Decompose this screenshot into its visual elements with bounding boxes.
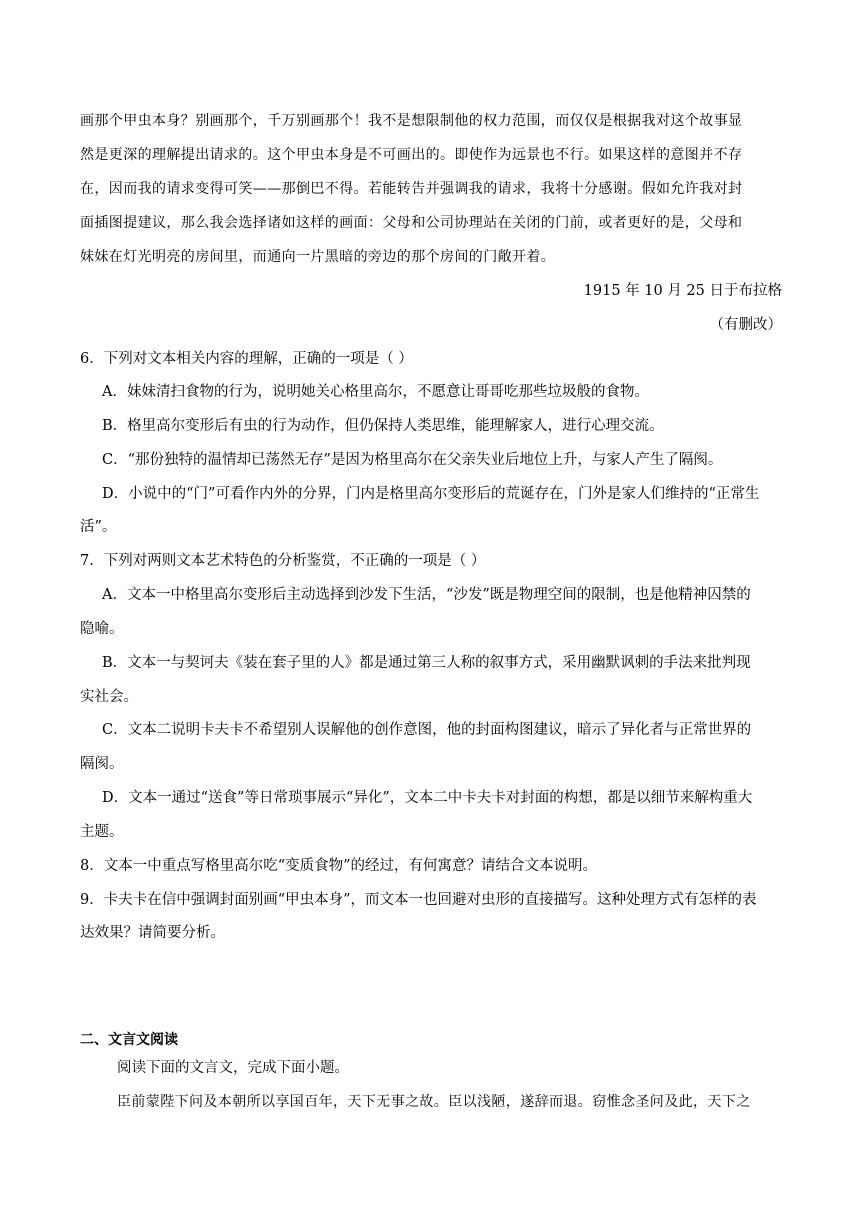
question-7-option-b-line-2: 实社会。 xyxy=(80,689,138,705)
question-7-option-d-line-1: D．文本一通过“送食”等日常琐事展示“异化”，文本二中卡夫卡对封面的构想，都是以细节来解构重大 xyxy=(102,790,753,806)
question-6-option-c: C．“那份独特的温情却已荡然无存”是因为格里高尔在父亲失业后地位上升，与家人产生了隔阂。 xyxy=(102,452,723,468)
question-6-option-d-line-2: 活”。 xyxy=(80,519,117,535)
question-6-stem: 6．下列对文本相关内容的理解，正确的一项是（ ） xyxy=(80,351,413,367)
section-heading: 二、文言文阅读 xyxy=(80,1032,178,1048)
question-9-line-1: 9．卡夫卡在信中强调封面别画“甲虫本身”，而文本一也回避对虫形的直接描写。这种处理方式有怎样的表 xyxy=(80,892,757,908)
letter-line-5: 妹妹在灯光明亮的房间里，而通向一片黑暗的旁边的那个房间的门敞开着。 xyxy=(80,249,556,265)
question-7-option-a-line-2: 隐喻。 xyxy=(80,621,124,637)
question-6-option-d-line-1: D．小说中的“门”可看作内外的分界，门内是格里高尔变形后的荒诞存在，门外是家人们维持的“正常生 xyxy=(102,486,760,502)
question-8: 8．文本一中重点写格里高尔吃“变质食物”的经过，有何寓意？请结合文本说明。 xyxy=(80,858,598,874)
question-9-line-2: 达效果？请简要分析。 xyxy=(80,925,225,941)
question-7-option-c-line-2: 隔阂。 xyxy=(80,756,124,772)
question-7-stem: 7．下列对两则文本艺术特色的分析鉴赏，不正确的一项是（ ） xyxy=(80,553,486,569)
question-7-option-d-line-2: 主题。 xyxy=(80,824,124,840)
question-7-option-a-line-1: A．文本一中格里高尔变形后主动选择到沙发下生活，“沙发”既是物理空间的限制，也是他精神囚禁的 xyxy=(102,587,751,603)
letter-line-3: 在，因而我的请求变得可笑——那倒巴不得。若能转告并强调我的请求，我将十分感谢。假如允许我对封 xyxy=(80,181,743,197)
letter-line-1: 画那个甲虫本身？别画那个，千万别画那个！我不是想限制他的权力范围，而仅仅是根据我对这个故事显 xyxy=(80,113,743,129)
letter-line-4: 面插图提建议，那么我会选择诸如这样的画面：父母和公司协理站在关闭的门前，或者更好的是，父母和 xyxy=(80,215,743,231)
letter-date: 1915 年 10 月 25 日于布拉格 xyxy=(583,283,782,299)
question-7-option-c-line-1: C．文本二说明卡夫卡不希望别人误解他的创作意图，他的封面构图建议，暗示了异化者与正常世界的 xyxy=(102,722,752,738)
question-6-option-b: B．格里高尔变形后有虫的行为动作，但仍保持人类思维，能理解家人，进行心理交流。 xyxy=(102,418,664,434)
section-instruction: 阅读下面的文言文，完成下面小题。 xyxy=(117,1060,349,1076)
revision-note: （有删改） xyxy=(709,317,782,333)
question-6-option-a: A．妹妹清扫食物的行为，说明她关心格里高尔，不愿意让哥哥吃那些垃圾般的食物。 xyxy=(102,384,649,400)
classical-passage-line-1: 臣前蒙陛下问及本朝所以享国百年，天下无事之故。臣以浅陋，遂辞而退。窃惟念圣问及此，天下之 xyxy=(117,1094,751,1110)
question-7-option-b-line-1: B．文本一与契诃夫《装在套子里的人》都是通过第三人称的叙事方式，采用幽默讽刺的手法来批判现 xyxy=(102,655,751,671)
letter-line-2: 然是更深的理解提出请求的。这个甲虫本身是不可画出的。即使作为远景也不行。如果这样的意图并不存 xyxy=(80,147,743,163)
